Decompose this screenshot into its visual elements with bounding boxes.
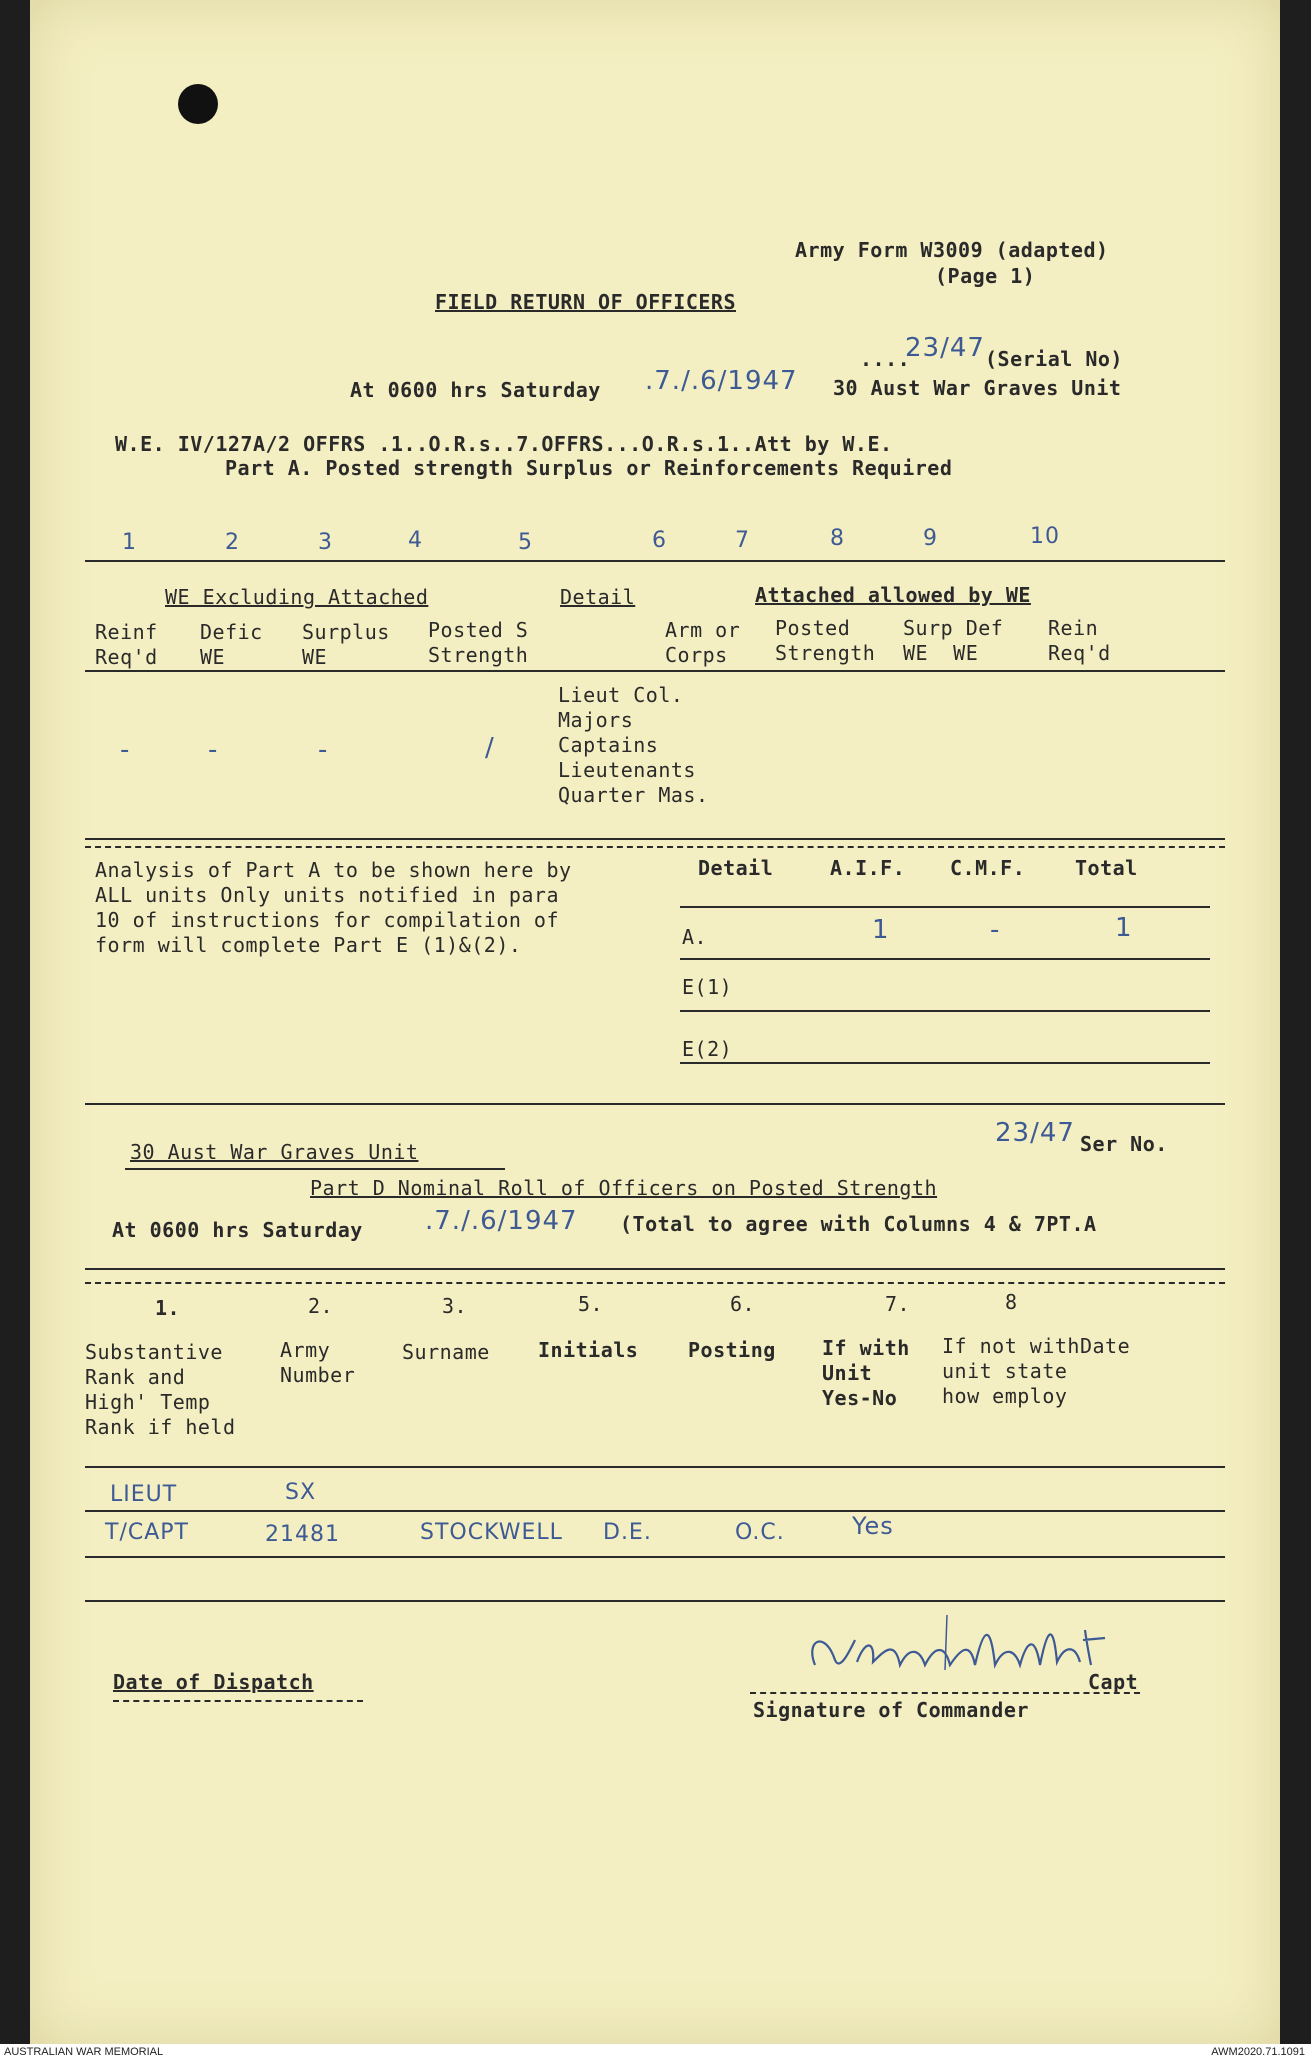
col-number: 1 xyxy=(122,530,137,555)
rule xyxy=(85,838,1225,840)
col-number: 5 xyxy=(518,530,533,555)
analysis-row-label: E(1) xyxy=(682,975,733,999)
group-we: WE Excluding Attached xyxy=(165,585,429,609)
col-header: Posted S Strength xyxy=(428,618,529,667)
col-header: If not withDate unit state how employ xyxy=(942,1334,1131,1408)
archive-footer xyxy=(0,2044,1311,2061)
col-header: Posting xyxy=(688,1338,776,1362)
col-number: 8 xyxy=(1005,1290,1018,1314)
col-number: 7. xyxy=(885,1292,911,1316)
col-number: 2. xyxy=(308,1294,334,1318)
rule xyxy=(85,1600,1225,1602)
analysis-header: C.M.F. xyxy=(950,856,1026,880)
analysis-value: - xyxy=(990,915,1001,945)
form-id: Army Form W3009 (adapted) xyxy=(795,238,1109,262)
rule xyxy=(85,1556,1225,1558)
serial-number-handwritten: 23/47 xyxy=(905,333,985,363)
analysis-value: 1 xyxy=(872,915,890,945)
rule xyxy=(85,1268,1225,1270)
col-number: 8 xyxy=(830,526,845,551)
col-number: 3. xyxy=(442,1294,468,1318)
date-handwritten: .7./.6/1947 xyxy=(645,366,798,396)
entry-army-number: 21481 xyxy=(265,1522,340,1547)
unit-name: 30 Aust War Graves Unit xyxy=(833,376,1122,400)
group-detail: Detail xyxy=(560,585,636,609)
analysis-header: Detail xyxy=(698,856,774,880)
col-number: 1. xyxy=(155,1296,181,1320)
rule xyxy=(85,1466,1225,1468)
col-number: 7 xyxy=(735,528,750,553)
col-number: 6. xyxy=(730,1292,756,1316)
analysis-header: A.I.F. xyxy=(830,856,906,880)
page-title: FIELD RETURN OF OFFICERS xyxy=(435,290,736,314)
col-number: 6 xyxy=(652,528,667,553)
handwritten-mark: - xyxy=(208,735,219,765)
footer-left: AUSTRALIAN WAR MEMORIAL xyxy=(4,2046,164,2058)
rank-label: Lieut Col. xyxy=(558,683,684,707)
rank-label: Majors xyxy=(558,708,634,732)
entry-rank-temp: T/CAPT xyxy=(105,1520,189,1545)
part-d-at-line: At 0600 hrs Saturday xyxy=(112,1218,363,1242)
col-header: Surname xyxy=(402,1340,490,1364)
handwritten-mark: - xyxy=(120,735,131,765)
handwritten-mark: / xyxy=(485,733,495,763)
analysis-row-label: E(2) xyxy=(682,1037,733,1061)
col-header: Surp Def WE WE xyxy=(903,616,1004,665)
rank-label: Quarter Mas. xyxy=(558,783,709,807)
rule xyxy=(85,560,1225,562)
part-d-total-note: (Total to agree with Columns 4 & 7PT.A xyxy=(620,1212,1097,1236)
serial-label: (Serial No) xyxy=(985,347,1123,371)
entry-surname: STOCKWELL xyxy=(420,1520,563,1545)
part-d-date-handwritten: .7./.6/1947 xyxy=(425,1206,578,1236)
signature-rank: Capt xyxy=(1088,1670,1139,1694)
footer-right: AWM2020.71.1091 xyxy=(1211,2046,1305,2058)
serial-prefix: .... xyxy=(860,347,911,371)
analysis-header: Total xyxy=(1075,856,1138,880)
col-header: Army Number xyxy=(280,1338,356,1387)
col-header: If with Unit Yes-No xyxy=(822,1336,910,1410)
col-header: Reinf Req'd xyxy=(95,620,158,669)
part-d-unit: 30 Aust War Graves Unit xyxy=(130,1140,419,1164)
analysis-text: Analysis of Part A to be shown here by ALL units Only units notified in para 10 of instructions for compilation of form will complete Part E (1)&(2). xyxy=(95,858,572,957)
entry-number-prefix: SX xyxy=(285,1480,317,1505)
col-header: Posted Strength xyxy=(775,616,876,665)
rule xyxy=(125,1168,505,1170)
we-line: W.E. IV/127A/2 OFFRS .1..O.R.s..7.OFFRS...O.R.s.1..Att by W.E. xyxy=(115,432,893,456)
signature-label: Signature of Commander xyxy=(753,1698,1029,1722)
col-header: Substantive Rank and High' Temp Rank if held xyxy=(85,1340,236,1439)
rule xyxy=(680,958,1210,960)
rule xyxy=(113,1700,363,1702)
form-page xyxy=(30,0,1280,2044)
col-number: 5. xyxy=(578,1292,604,1316)
part-a-title: Part A. Posted strength Surplus or Reinforcements Required xyxy=(225,456,953,480)
rule xyxy=(680,906,1210,908)
col-header: Rein Req'd xyxy=(1048,616,1111,665)
entry-rank-substantive: LIEUT xyxy=(110,1482,178,1507)
date-of-dispatch-label: Date of Dispatch xyxy=(113,1670,314,1694)
col-number: 10 xyxy=(1030,524,1060,549)
rule xyxy=(85,1282,1225,1284)
part-d-title: Part D Nominal Roll of Officers on Posted Strength xyxy=(310,1176,938,1200)
analysis-row-label: A. xyxy=(682,925,708,949)
ser-label: Ser No. xyxy=(1080,1132,1168,1156)
col-number: 3 xyxy=(318,530,333,555)
rank-label: Captains xyxy=(558,733,659,757)
rule xyxy=(750,1692,1140,1694)
rank-label: Lieutenants xyxy=(558,758,696,782)
col-header: Initials xyxy=(538,1338,639,1362)
punch-hole xyxy=(178,84,218,124)
col-header: Defic WE xyxy=(200,620,263,669)
entry-initials: D.E. xyxy=(603,1520,652,1545)
rule xyxy=(85,1103,1225,1105)
at-line: At 0600 hrs Saturday xyxy=(350,378,601,402)
col-number: 9 xyxy=(923,526,938,551)
group-attached: Attached allowed by WE xyxy=(755,583,1031,607)
entry-posting: O.C. xyxy=(735,1520,785,1545)
analysis-value: 1 xyxy=(1115,913,1133,943)
entry-with-unit: Yes xyxy=(852,1512,894,1540)
col-header: Arm or Corps xyxy=(665,618,741,667)
handwritten-mark: - xyxy=(318,735,329,765)
rule xyxy=(85,670,1225,672)
col-header: Surplus WE xyxy=(302,620,390,669)
ser-number-handwritten: 23/47 xyxy=(995,1118,1075,1148)
col-number: 4 xyxy=(408,528,423,553)
handwritten-signature xyxy=(795,1610,1115,1690)
col-number: 2 xyxy=(225,530,240,555)
rule xyxy=(85,1510,1225,1512)
rule xyxy=(680,1010,1210,1012)
rule xyxy=(680,1062,1210,1064)
rule xyxy=(85,846,1225,848)
page-number: (Page 1) xyxy=(935,264,1036,288)
